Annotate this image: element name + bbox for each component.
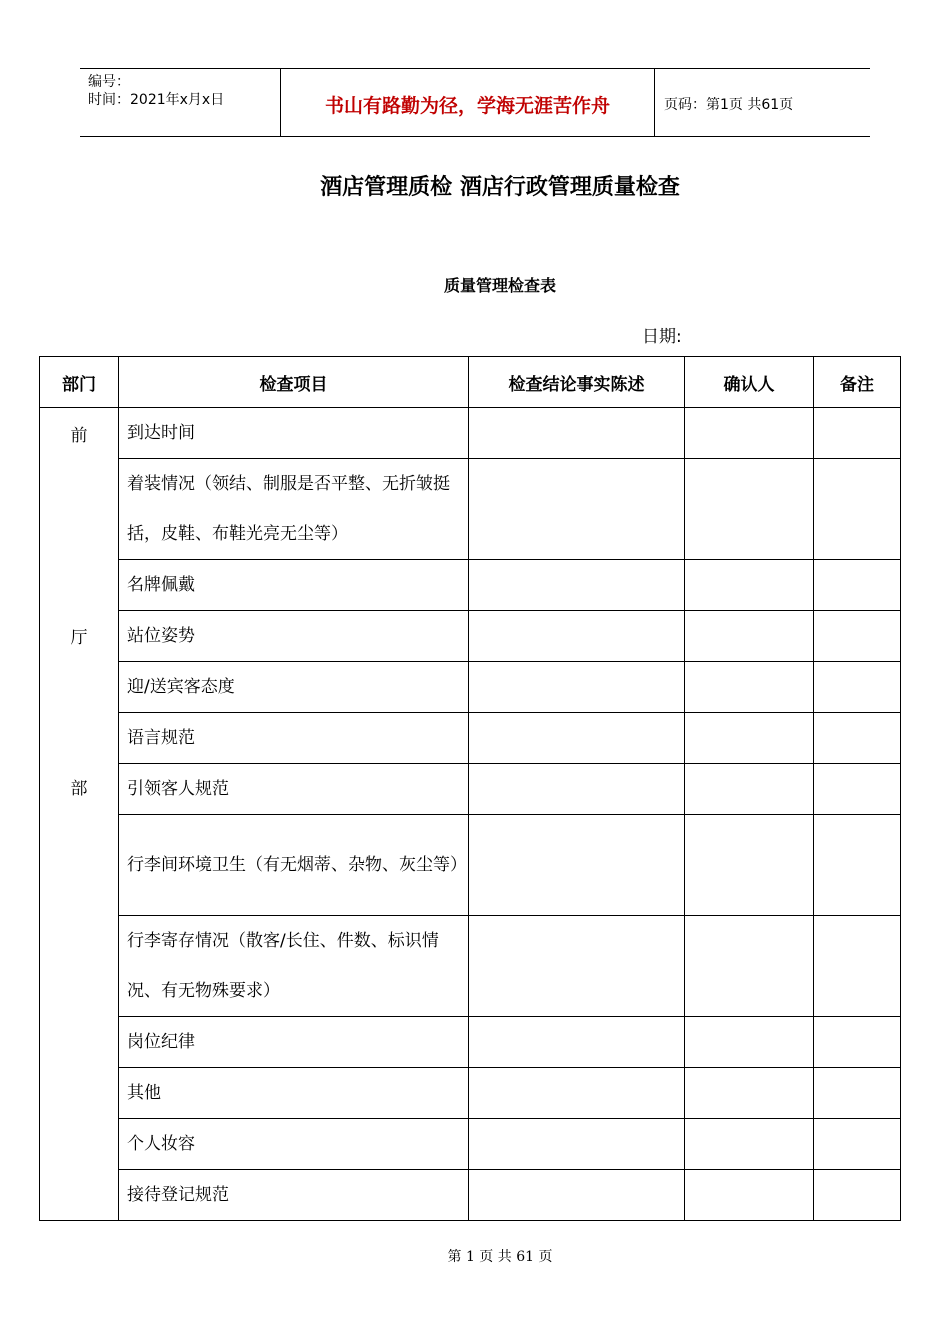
remarks-cell[interactable] [814, 662, 901, 713]
table-row [40, 916, 901, 1017]
confirmer-cell[interactable] [685, 815, 814, 916]
column-header-remarks: 备注 [814, 357, 901, 408]
header-divider [654, 69, 655, 136]
confirmer-cell[interactable] [685, 764, 814, 815]
findings-cell[interactable] [469, 560, 685, 611]
remarks-cell[interactable] [814, 916, 901, 1017]
date-label-header: 时间：2021年x月x日 [88, 92, 225, 108]
findings-cell[interactable] [469, 1119, 685, 1170]
column-header-findings: 检查结论事实陈述 [469, 357, 685, 408]
findings-cell[interactable] [469, 764, 685, 815]
confirmer-cell[interactable] [685, 560, 814, 611]
header-meta [88, 73, 224, 109]
remarks-cell[interactable] [814, 459, 901, 560]
table-row [40, 560, 901, 611]
table-row [40, 713, 901, 764]
check-item: 到达时间 [119, 408, 469, 459]
findings-cell[interactable] [469, 459, 685, 560]
remarks-cell[interactable] [814, 1068, 901, 1119]
findings-cell[interactable] [469, 1017, 685, 1068]
remarks-cell[interactable] [814, 1170, 901, 1221]
check-item: 行李寄存情况（散客/长住、件数、标识情况、有无物殊要求） [119, 916, 469, 1017]
table-row [40, 1017, 901, 1068]
header-motto: 书山有路勤为径，学海无涯苦作舟 [324, 95, 610, 117]
column-header-item: 检查项目 [119, 357, 469, 408]
findings-cell[interactable] [469, 1068, 685, 1119]
remarks-cell[interactable] [814, 815, 901, 916]
confirmer-cell[interactable] [685, 459, 814, 560]
findings-cell[interactable] [469, 815, 685, 916]
check-item: 引领客人规范 [119, 764, 469, 815]
document-title: 酒店管理质检 酒店行政管理质量检查 [320, 175, 680, 200]
table-row [40, 815, 901, 916]
department-char: 前 [70, 426, 88, 446]
remarks-cell[interactable] [814, 713, 901, 764]
remarks-cell[interactable] [814, 560, 901, 611]
findings-cell[interactable] [469, 713, 685, 764]
check-item: 行李间环境卫生（有无烟蒂、杂物、灰尘等） [119, 815, 469, 916]
check-item: 着装情况（领结、制服是否平整、无折皱挺括，皮鞋、布鞋光亮无尘等） [119, 459, 469, 560]
confirmer-cell[interactable] [685, 611, 814, 662]
column-header-department: 部门 [40, 357, 119, 408]
table-row [40, 611, 901, 662]
findings-cell[interactable] [469, 611, 685, 662]
confirmer-cell[interactable] [685, 662, 814, 713]
remarks-cell[interactable] [814, 611, 901, 662]
confirmer-cell[interactable] [685, 408, 814, 459]
document-header [80, 68, 870, 137]
table-row [40, 1119, 901, 1170]
department-char: 部 [70, 779, 88, 799]
check-item: 语言规范 [119, 713, 469, 764]
check-item: 其他 [119, 1068, 469, 1119]
column-header-confirmer: 确认人 [685, 357, 814, 408]
form-title: 质量管理检查表 [443, 276, 556, 295]
confirmer-cell[interactable] [685, 1119, 814, 1170]
remarks-cell[interactable] [814, 764, 901, 815]
quality-check-table [39, 356, 901, 1221]
check-item: 个人妆容 [119, 1119, 469, 1170]
table-row [40, 408, 901, 459]
page-footer: 第 1 页 共 61 页 [447, 1249, 553, 1265]
check-item: 接待登记规范 [119, 1170, 469, 1221]
findings-cell[interactable] [469, 408, 685, 459]
department-char: 厅 [70, 628, 88, 648]
findings-cell[interactable] [469, 662, 685, 713]
number-label: 编号： [88, 74, 130, 90]
remarks-cell[interactable] [814, 408, 901, 459]
check-item: 迎/送宾客态度 [119, 662, 469, 713]
remarks-cell[interactable] [814, 1017, 901, 1068]
table-header-row [40, 357, 901, 408]
remarks-cell[interactable] [814, 1119, 901, 1170]
table-row [40, 764, 901, 815]
check-item: 站位姿势 [119, 611, 469, 662]
confirmer-cell[interactable] [685, 1068, 814, 1119]
confirmer-cell[interactable] [685, 713, 814, 764]
date-field: 日期: [642, 327, 682, 347]
confirmer-cell[interactable] [685, 1017, 814, 1068]
check-item: 岗位纪律 [119, 1017, 469, 1068]
department-cell [40, 408, 119, 1221]
check-item: 名牌佩戴 [119, 560, 469, 611]
table-row [40, 1170, 901, 1221]
header-page-info: 页码：第1页 共61页 [664, 97, 794, 113]
confirmer-cell[interactable] [685, 916, 814, 1017]
findings-cell[interactable] [469, 1170, 685, 1221]
confirmer-cell[interactable] [685, 1170, 814, 1221]
table-row [40, 662, 901, 713]
table-row [40, 459, 901, 560]
table-row [40, 1068, 901, 1119]
findings-cell[interactable] [469, 916, 685, 1017]
